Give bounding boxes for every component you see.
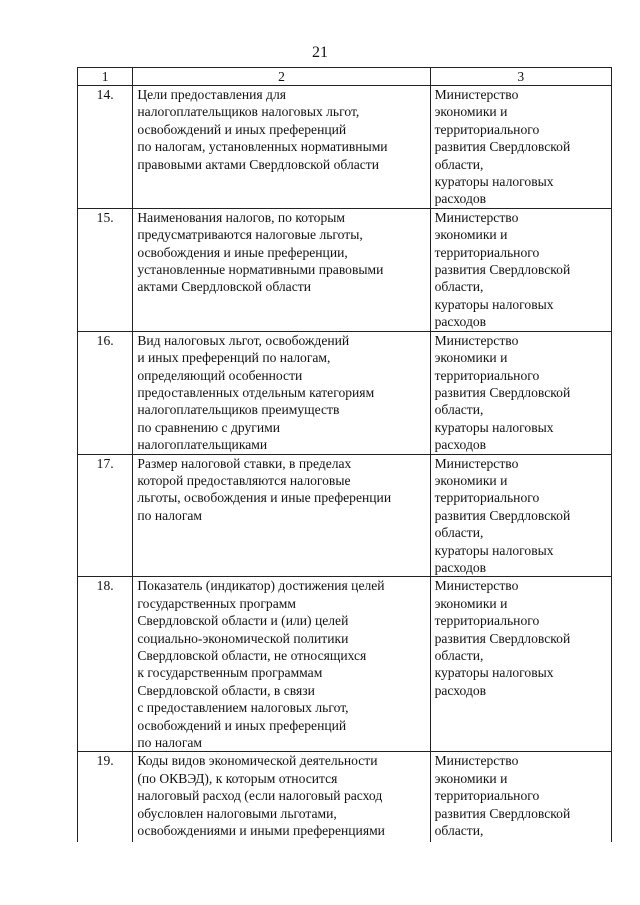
responsible-line: развития Свердловской: [434, 262, 571, 278]
description-line: по налогам, установленных нормативными: [137, 139, 388, 155]
description-line: налогоплательщиков налоговых льгот,: [137, 104, 360, 120]
responsible-line: кураторы налоговых: [434, 419, 554, 435]
table-row: [78, 208, 612, 331]
responsible-line: Министерство: [434, 455, 519, 471]
responsible-line: территориального: [434, 788, 540, 804]
description-line: освобождениями и иными преференциями: [137, 823, 385, 839]
description-line: Размер налоговой ставки, в пределах: [137, 455, 352, 471]
column-header: 2: [133, 68, 430, 86]
row-number: 18.: [78, 577, 133, 752]
responsible-line: области,: [434, 648, 484, 663]
responsible-line: Министерство: [434, 332, 519, 348]
responsible-line: экономики и: [434, 104, 508, 120]
description-line: Цели предоставления для: [137, 87, 287, 102]
description-line: Свердловской области, в связи: [137, 682, 315, 698]
responsible-line: развития Свердловской: [434, 139, 571, 155]
row-responsible: [430, 331, 611, 454]
table-header-row: [78, 68, 612, 86]
description-line: социально-экономической политики: [137, 630, 349, 646]
description-line: с предоставлением налоговых льгот,: [137, 700, 349, 716]
responsible-line: развития Свердловской: [434, 805, 571, 821]
row-responsible: [430, 454, 611, 577]
description-line: Свердловской области и (или) целей: [137, 613, 349, 629]
description-line: определяющий особенности: [137, 367, 303, 383]
row-number: 17.: [78, 454, 133, 577]
responsible-line: кураторы налоговых: [434, 174, 554, 190]
table-row: [78, 86, 612, 209]
description-line: по сравнению с другими: [137, 419, 280, 435]
column-header: 3: [430, 68, 611, 86]
description-line: Коды видов экономической деятельности: [137, 753, 378, 769]
responsible-line: Министерство: [434, 753, 519, 769]
row-responsible: [430, 752, 611, 843]
responsible-line: расходов: [434, 682, 487, 698]
responsible-line: территориального: [434, 121, 540, 137]
row-responsible: [430, 208, 611, 331]
table-row: [78, 577, 612, 752]
description-line: Наименования налогов, по которым: [137, 209, 345, 225]
description-line: предоставленных отдельным категориям: [137, 384, 375, 400]
row-number: 14.: [78, 86, 133, 209]
description-line: (по ОКВЭД), к которым относится: [137, 770, 338, 786]
description-line: освобождений и иных преференций: [137, 717, 347, 733]
responsible-line: расходов: [434, 191, 487, 207]
responsible-line: кураторы налоговых: [434, 542, 554, 558]
responsible-line: развития Свердловской: [434, 507, 571, 523]
row-description: [133, 752, 430, 843]
data-table: [77, 67, 612, 842]
responsible-line: экономики и: [434, 472, 508, 488]
description-line: освобождения и иные преференции,: [137, 244, 348, 260]
row-number: 15.: [78, 208, 133, 331]
responsible-line: кураторы налоговых: [434, 296, 554, 312]
row-number: 16.: [78, 331, 133, 454]
description-line: предусматриваются налоговые льготы,: [137, 227, 363, 243]
description-line: льготы, освобождения и иные преференции: [137, 490, 392, 506]
responsible-line: области,: [434, 823, 484, 839]
responsible-line: области,: [434, 279, 484, 295]
responsible-line: кураторы налоговых: [434, 665, 554, 681]
responsible-line: экономики и: [434, 227, 508, 243]
responsible-line: территориального: [434, 367, 540, 383]
responsible-line: экономики и: [434, 350, 508, 366]
row-description: [133, 86, 430, 209]
row-number: 19.: [78, 752, 133, 843]
page-number: 21: [312, 44, 328, 61]
responsible-line: расходов: [434, 559, 487, 575]
description-line: актами Свердловской области: [137, 279, 311, 295]
table-row: [78, 331, 612, 454]
responsible-line: расходов: [434, 437, 487, 453]
responsible-line: Министерство: [434, 87, 519, 102]
row-description: [133, 331, 430, 454]
description-line: освобождений и иных преференций: [137, 121, 347, 137]
description-line: установленные нормативными правовыми: [137, 262, 384, 278]
responsible-line: развития Свердловской: [434, 630, 571, 646]
description-line: по налогам: [137, 735, 203, 751]
description-line: налогоплательщиками: [137, 437, 268, 453]
responsible-line: области,: [434, 402, 484, 418]
row-responsible: [430, 577, 611, 752]
description-line: по налогам: [137, 507, 203, 523]
responsible-line: территориального: [434, 613, 540, 629]
responsible-line: развития Свердловской: [434, 384, 571, 400]
responsible-line: экономики и: [434, 770, 508, 786]
column-header: 1: [78, 68, 133, 86]
responsible-line: расходов: [434, 314, 487, 330]
responsible-line: Министерство: [434, 209, 519, 225]
description-line: государственных программ: [137, 595, 296, 611]
responsible-line: области,: [434, 525, 484, 541]
responsible-line: территориального: [434, 490, 540, 506]
description-line: обусловлен налоговыми льготами,: [137, 805, 337, 821]
table-row: [78, 752, 612, 843]
description-line: которой предоставляются налоговые: [137, 472, 351, 488]
row-description: [133, 208, 430, 331]
description-line: правовыми актами Свердловской области: [137, 156, 380, 172]
responsible-line: Министерство: [434, 578, 519, 594]
row-description: [133, 454, 430, 577]
description-line: налогоплательщиков преимуществ: [137, 402, 340, 418]
description-line: Показатель (индикатор) достижения целей: [137, 578, 385, 594]
responsible-line: экономики и: [434, 595, 508, 611]
description-line: Вид налоговых льгот, освобождений: [137, 332, 350, 348]
responsible-line: области,: [434, 156, 484, 172]
table-row: [78, 454, 612, 577]
row-responsible: [430, 86, 611, 209]
description-line: к государственным программам: [137, 665, 323, 681]
description-line: Свердловской области, не относящихся: [137, 648, 367, 663]
description-line: налоговый расход (если налоговый расход: [137, 788, 383, 804]
responsible-line: территориального: [434, 244, 540, 260]
description-line: и иных преференций по налогам,: [137, 350, 331, 366]
row-description: [133, 577, 430, 752]
